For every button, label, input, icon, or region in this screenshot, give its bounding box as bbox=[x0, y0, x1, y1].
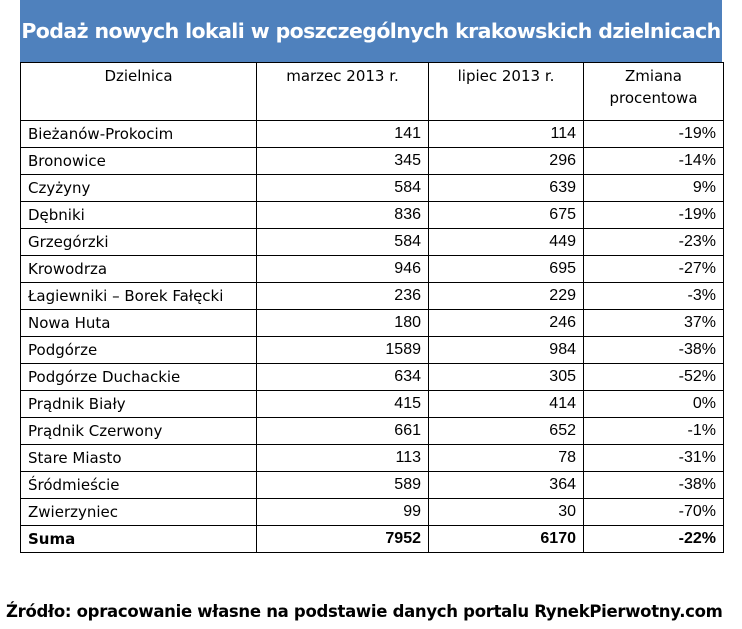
cell-district: Łagiewniki – Borek Fałęcki bbox=[21, 283, 257, 310]
cell-march: 836 bbox=[257, 202, 429, 229]
header-march: marzec 2013 r. bbox=[257, 63, 429, 121]
table-body bbox=[21, 121, 724, 553]
table-row bbox=[21, 445, 724, 472]
cell-district: Suma bbox=[21, 526, 257, 553]
cell-change: -38% bbox=[584, 337, 724, 364]
cell-district: Dębniki bbox=[21, 202, 257, 229]
cell-july: 229 bbox=[429, 283, 584, 310]
source-note: Źródło: opracowanie własne na podstawie danych portalu RynekPierwotny.com bbox=[6, 602, 723, 621]
cell-march: 584 bbox=[257, 229, 429, 256]
table-row bbox=[21, 121, 724, 148]
cell-july: 30 bbox=[429, 499, 584, 526]
header-change: Zmiana procentowa bbox=[584, 63, 724, 121]
cell-district: Podgórze Duchackie bbox=[21, 364, 257, 391]
header-row bbox=[21, 63, 724, 121]
cell-change: -22% bbox=[584, 526, 724, 553]
cell-change: -14% bbox=[584, 148, 724, 175]
table-row bbox=[21, 310, 724, 337]
cell-july: 364 bbox=[429, 472, 584, 499]
cell-district: Prądnik Czerwony bbox=[21, 418, 257, 445]
cell-march: 180 bbox=[257, 310, 429, 337]
cell-july: 675 bbox=[429, 202, 584, 229]
cell-july: 6170 bbox=[429, 526, 584, 553]
cell-march: 113 bbox=[257, 445, 429, 472]
cell-change: -38% bbox=[584, 472, 724, 499]
table-row bbox=[21, 202, 724, 229]
cell-district: Prądnik Biały bbox=[21, 391, 257, 418]
cell-july: 305 bbox=[429, 364, 584, 391]
cell-march: 589 bbox=[257, 472, 429, 499]
cell-change: -52% bbox=[584, 364, 724, 391]
cell-july: 78 bbox=[429, 445, 584, 472]
cell-district: Nowa Huta bbox=[21, 310, 257, 337]
cell-district: Bieżanów-Prokocim bbox=[21, 121, 257, 148]
cell-july: 246 bbox=[429, 310, 584, 337]
cell-district: Śródmieście bbox=[21, 472, 257, 499]
cell-march: 661 bbox=[257, 418, 429, 445]
cell-change: -31% bbox=[584, 445, 724, 472]
table-row bbox=[21, 472, 724, 499]
cell-district: Zwierzyniec bbox=[21, 499, 257, 526]
cell-march: 946 bbox=[257, 256, 429, 283]
cell-july: 652 bbox=[429, 418, 584, 445]
cell-district: Podgórze bbox=[21, 337, 257, 364]
cell-march: 1589 bbox=[257, 337, 429, 364]
total-row bbox=[21, 526, 724, 553]
table-row bbox=[21, 283, 724, 310]
district-supply-table bbox=[20, 62, 724, 553]
cell-change: 9% bbox=[584, 175, 724, 202]
table-row bbox=[21, 175, 724, 202]
cell-march: 345 bbox=[257, 148, 429, 175]
cell-change: -70% bbox=[584, 499, 724, 526]
cell-july: 984 bbox=[429, 337, 584, 364]
cell-change: -19% bbox=[584, 121, 724, 148]
cell-july: 639 bbox=[429, 175, 584, 202]
table-row bbox=[21, 391, 724, 418]
cell-district: Grzegórzki bbox=[21, 229, 257, 256]
cell-july: 296 bbox=[429, 148, 584, 175]
cell-district: Czyżyny bbox=[21, 175, 257, 202]
cell-district: Stare Miasto bbox=[21, 445, 257, 472]
table-row bbox=[21, 148, 724, 175]
cell-march: 7952 bbox=[257, 526, 429, 553]
cell-change: -23% bbox=[584, 229, 724, 256]
cell-change: -3% bbox=[584, 283, 724, 310]
table-row bbox=[21, 418, 724, 445]
cell-march: 99 bbox=[257, 499, 429, 526]
cell-change: -19% bbox=[584, 202, 724, 229]
header-district: Dzielnica bbox=[21, 63, 257, 121]
cell-march: 141 bbox=[257, 121, 429, 148]
cell-march: 415 bbox=[257, 391, 429, 418]
cell-july: 414 bbox=[429, 391, 584, 418]
table-row bbox=[21, 364, 724, 391]
cell-change: -27% bbox=[584, 256, 724, 283]
table-title: Podaż nowych lokali w poszczególnych krakowskich dzielnicach bbox=[21, 19, 721, 43]
cell-july: 695 bbox=[429, 256, 584, 283]
table-row bbox=[21, 229, 724, 256]
title-bar bbox=[20, 0, 722, 62]
cell-change: -1% bbox=[584, 418, 724, 445]
cell-july: 114 bbox=[429, 121, 584, 148]
cell-march: 634 bbox=[257, 364, 429, 391]
cell-district: Krowodrza bbox=[21, 256, 257, 283]
cell-district: Bronowice bbox=[21, 148, 257, 175]
cell-change: 37% bbox=[584, 310, 724, 337]
header-july: lipiec 2013 r. bbox=[429, 63, 584, 121]
cell-march: 584 bbox=[257, 175, 429, 202]
table-row bbox=[21, 337, 724, 364]
table-row bbox=[21, 256, 724, 283]
table-row bbox=[21, 499, 724, 526]
cell-july: 449 bbox=[429, 229, 584, 256]
cell-march: 236 bbox=[257, 283, 429, 310]
cell-change: 0% bbox=[584, 391, 724, 418]
